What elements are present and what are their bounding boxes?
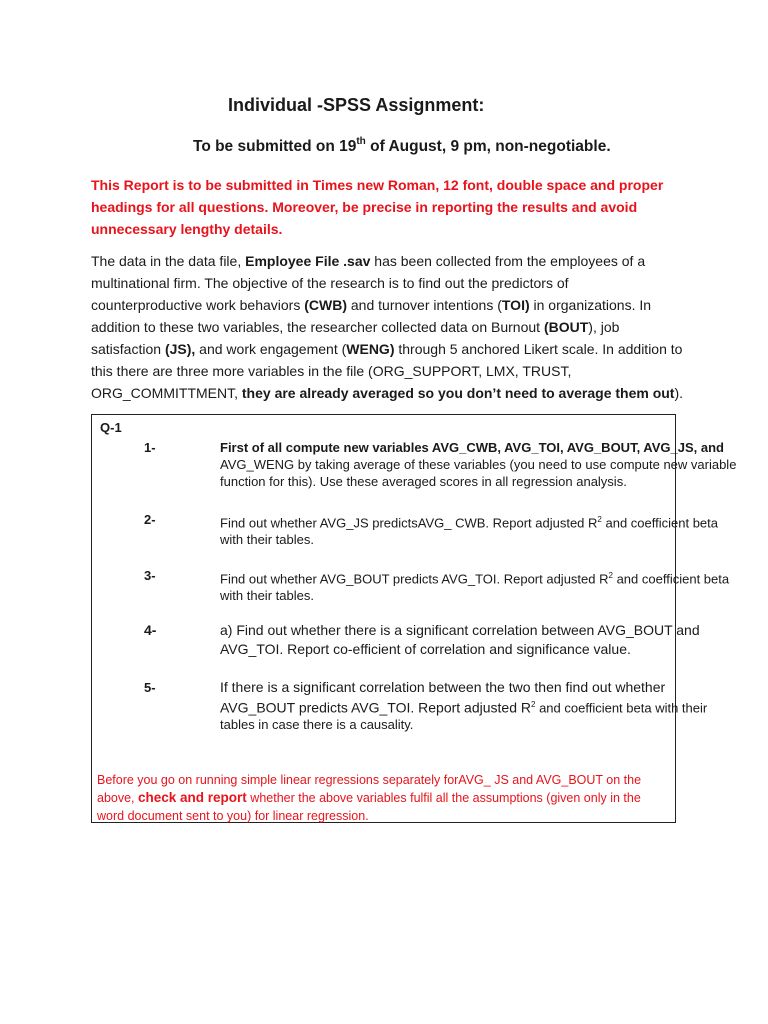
intro-text: has been collected from the employees of a bbox=[370, 253, 646, 269]
intro-line bbox=[91, 338, 691, 360]
intro-paragraph bbox=[91, 250, 691, 404]
page-title: Individual -SPSS Assignment: bbox=[228, 95, 485, 115]
intro-text: through 5 anchored Likert scale. In addition to bbox=[394, 341, 683, 357]
intro-text: addition to these two variables, the researcher collected data on Burnout bbox=[91, 319, 544, 335]
submission-deadline bbox=[193, 137, 611, 156]
item-text bbox=[220, 567, 730, 604]
intro-text: in organizations. In bbox=[529, 297, 652, 313]
notice-line: headings for all questions. Moreover, be precise in reporting the results and avoid bbox=[91, 199, 638, 215]
data-file-name: Employee File .sav bbox=[245, 253, 371, 269]
item-text bbox=[220, 621, 700, 659]
assumptions-note bbox=[97, 771, 672, 825]
item-line: AVG_WENG by taking average of these variables (you need to use compute new variable bbox=[220, 457, 737, 472]
check-and-report: check and report bbox=[138, 790, 247, 805]
superscript: 2 bbox=[597, 515, 602, 524]
item-line: a) Find out whether there is a significant correlation between AVG_BOUT and bbox=[220, 622, 700, 638]
intro-text: and turnover intentions ( bbox=[347, 297, 502, 313]
intro-line: multinational firm. The objective of the research is to find out the predictors of bbox=[91, 275, 569, 291]
superscript: 2 bbox=[531, 700, 536, 709]
item-text-part: Find out whether AVG_JS predictsAVG_ CWB. Report adjusted R bbox=[220, 515, 598, 531]
intro-text: satisfaction bbox=[91, 341, 165, 357]
item-number: 1- bbox=[144, 440, 156, 455]
var-js: (JS), bbox=[164, 341, 196, 357]
item-line: with their tables. bbox=[220, 588, 314, 604]
var-bout: (BOUT bbox=[543, 319, 589, 335]
item-text-part: and coefficient beta bbox=[601, 515, 718, 531]
item-line: tables in case there is a causality. bbox=[220, 717, 414, 733]
superscript: 2 bbox=[608, 571, 613, 580]
item-number: 3- bbox=[144, 568, 156, 583]
note-text: whether the above variables fulfil all the assumptions (given only in the bbox=[246, 791, 641, 805]
var-weng: WENG) bbox=[346, 341, 395, 357]
intro-text: The data in the data file, bbox=[91, 253, 246, 269]
item-line: First of all compute new variables AVG_CWB, AVG_TOI, AVG_BOUT, AVG_JS, and bbox=[220, 440, 724, 455]
note-line: word document sent to you) for linear regression. bbox=[97, 809, 369, 823]
item-line bbox=[220, 567, 730, 587]
intro-text: counterproductive work behaviors bbox=[91, 297, 305, 313]
intro-text: ), job bbox=[588, 319, 620, 335]
note-text: above, bbox=[97, 791, 139, 805]
notice-line: unnecessary lengthy details. bbox=[91, 221, 283, 237]
var-cwb: (CWB) bbox=[304, 297, 347, 313]
formatting-notice bbox=[91, 174, 664, 240]
note-line: Before you go on running simple linear regressions separately forAVG_ JS and AVG_BOUT on the bbox=[97, 773, 642, 787]
item-text bbox=[220, 439, 737, 490]
item-text-part: Find out whether AVG_BOUT predicts AVG_TOI. Report adjusted R bbox=[220, 571, 609, 587]
intro-text: and work engagement ( bbox=[195, 341, 347, 357]
intro-line bbox=[91, 382, 691, 404]
item-number: 4- bbox=[144, 622, 157, 638]
averaged-note: they are already averaged so you don’t need to average them out bbox=[241, 385, 675, 401]
notice-line: This Report is to be submitted in Times new Roman, 12 font, double space and proper bbox=[91, 177, 664, 193]
item-text-part: AVG_BOUT predicts AVG_TOI. Report adjusted R bbox=[220, 699, 531, 716]
item-text-part: and coefficient beta with their bbox=[535, 700, 708, 716]
item-line: with their tables. bbox=[220, 532, 314, 548]
question-label: Q-1 bbox=[100, 420, 122, 435]
item-line: If there is a significant correlation between the two then find out whether bbox=[220, 679, 666, 695]
item-line: function for this). Use these averaged scores in all regression analysis. bbox=[220, 474, 627, 489]
note-line bbox=[97, 789, 672, 807]
item-text bbox=[220, 679, 708, 733]
intro-line: this there are three more variables in the file (ORG_SUPPORT, LMX, TRUST, bbox=[91, 363, 572, 379]
item-line: AVG_TOI. Report co-efficient of correlation and significance value. bbox=[220, 641, 631, 657]
intro-text: ORG_COMMITTMENT, bbox=[91, 385, 242, 401]
deadline-prefix: To be submitted on 19 bbox=[193, 138, 357, 156]
item-text bbox=[220, 511, 718, 548]
intro-text: ). bbox=[674, 385, 684, 401]
item-number: 5- bbox=[144, 680, 156, 695]
question-box bbox=[91, 414, 737, 823]
item-text-part: and coefficient beta bbox=[612, 571, 730, 587]
intro-line bbox=[91, 316, 691, 338]
item-number: 2- bbox=[144, 512, 156, 527]
intro-line bbox=[91, 294, 691, 316]
var-toi: TOI) bbox=[501, 297, 530, 313]
intro-line bbox=[91, 250, 691, 272]
item-line bbox=[220, 511, 718, 531]
deadline-sup: th bbox=[356, 136, 366, 147]
deadline-suffix: of August, 9 pm, non-negotiable. bbox=[365, 138, 611, 156]
item-line bbox=[220, 696, 708, 716]
